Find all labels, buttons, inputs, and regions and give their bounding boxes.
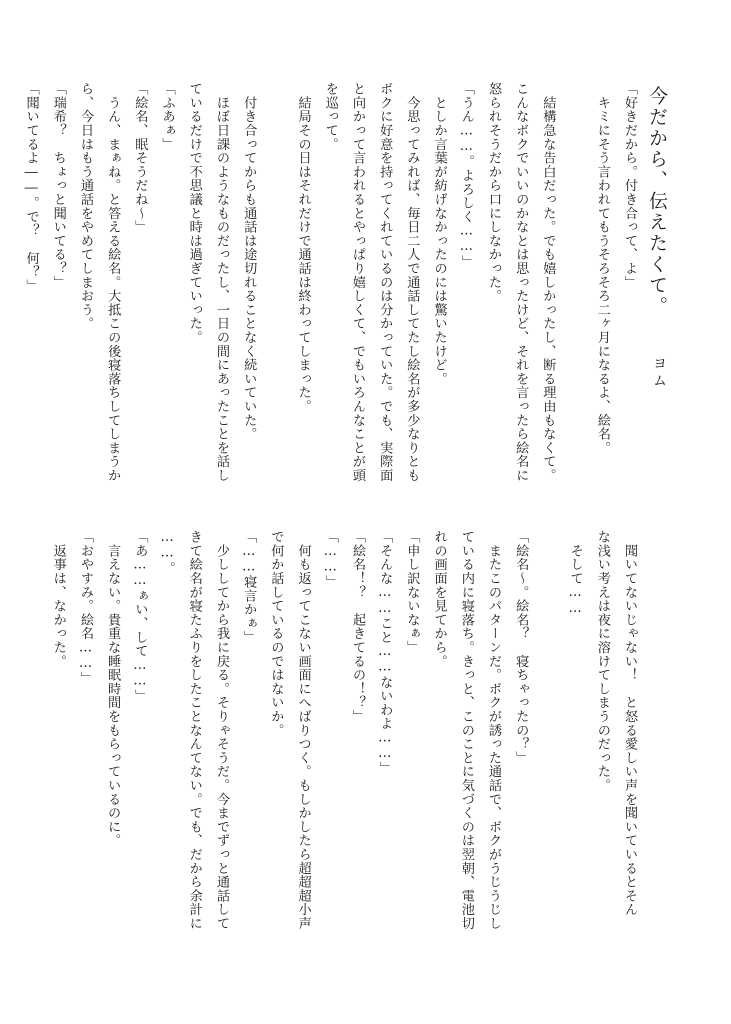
text-line: で何か話しているのではないか。 [268, 530, 284, 737]
text-line: 「絵名、眠そうだね〜」 [132, 82, 148, 234]
text-line: またこのパターンだ。ボクが誘った通話で、ボクがうじうじし [486, 530, 501, 931]
text-line: と向かって言われるとやっぱり嬉しくて、でもいろんなことが頭 [349, 82, 365, 483]
title-column [641, 86, 671, 486]
text-line: 「……寝言かぁ」 [241, 530, 257, 644]
text-line: 何も返ってこない画面にへばりつく。もしかしたら超超超小声 [295, 530, 311, 931]
text-line: 「……」 [322, 530, 338, 589]
text-line: 「おやすみ。絵名……」 [77, 530, 93, 686]
text-line: ているだけで不思議と時は過ぎていった。 [186, 82, 202, 345]
text-line: そして…… [567, 530, 583, 617]
story-title: 今だから、伝えたくて。 [646, 86, 668, 317]
text-line: 「そんな……こと……ないわよ……」 [377, 530, 393, 776]
lower-text-block [45, 530, 643, 950]
blank-line [262, 82, 289, 502]
text-line: うん、まぁね。と答える絵名。大抵この後寝落ちしてしまうか [105, 82, 121, 483]
text-line: 結構急な告白だった。でも嬉しかったし、断る理由もなくて。 [540, 82, 556, 483]
text-line: ……。 [159, 530, 175, 575]
text-line: 怒られそうだから口にしなかった。 [486, 82, 501, 303]
text-line: 「ふあぁ」 [159, 82, 175, 151]
text-line: ほぼ日課のようなものだったし、一日の間にあったことを話し [213, 82, 229, 483]
blank-line [561, 82, 588, 502]
text-line: を巡って。 [322, 82, 338, 151]
upper-text-block [17, 82, 643, 502]
text-line: ら、今日はもう通話をやめてしまおう。 [77, 82, 93, 331]
text-line: ボクに好意を持ってくれているのは分かっていた。でも、実際面 [377, 82, 393, 483]
text-line: きて絵名が寝たふりをしたことなんてない。でも、だから余計に [186, 530, 202, 931]
text-line: 「聞いてるよ――。で？ 何？」 [23, 82, 39, 293]
text-line: 今思ってみれば、毎日二人で通話してたし絵名が多少なりとも [404, 82, 420, 483]
text-line: こんなボクでいいのかなとは思ったけど、それを言ったら絵名に [513, 82, 529, 483]
text-line: な浅い考えは夜に溶けてしまうのだった。 [594, 530, 610, 793]
text-line: 付き合ってからも通話は途切れることなく続いていた。 [241, 82, 257, 441]
text-line: 「あ……ぁい、して……」 [132, 530, 148, 703]
text-line: 結局その日はそれだけで通話は終わってしまった。 [295, 82, 311, 414]
text-line: 「好きだから。付き合って、よ」 [622, 82, 637, 289]
text-line: キミにそう言われてもうそろそろ二ヶ月になるよ、絵名。 [594, 82, 610, 455]
text-line: 言えない。貴重な睡眠時間をもらっているのに。 [105, 530, 121, 848]
text-line: ている内に寝落ち。きっと、このことに気づくのは翌朝、電池切 [458, 530, 474, 931]
text-line: 返事は、なかった。 [50, 530, 66, 668]
text-line: 「絵名！？ 起きてるの！？」 [349, 530, 365, 724]
text-line: 聞いてないじゃない！ と怒る愛しい声を聞いているとそん [622, 530, 637, 917]
text-line: 「うん……。よろしく……」 [458, 82, 474, 269]
author-name: ヨム [651, 356, 667, 390]
text-line: 「瑞希？ ちょっと聞いてる？」 [50, 82, 66, 289]
text-line: 「絵名〜。絵名？ 寝ちゃったの？」 [513, 530, 529, 765]
blank-line [534, 530, 561, 950]
text-line: としか言葉が紡げなかったのには驚いたけど。 [431, 82, 447, 386]
text-line: 「申し訳ないなぁ」 [404, 530, 420, 655]
text-line: 少ししてから我に戻る。そりゃそうだ。今までずっと通話して [213, 530, 229, 931]
text-line: れの画面を見てから。 [431, 530, 447, 668]
